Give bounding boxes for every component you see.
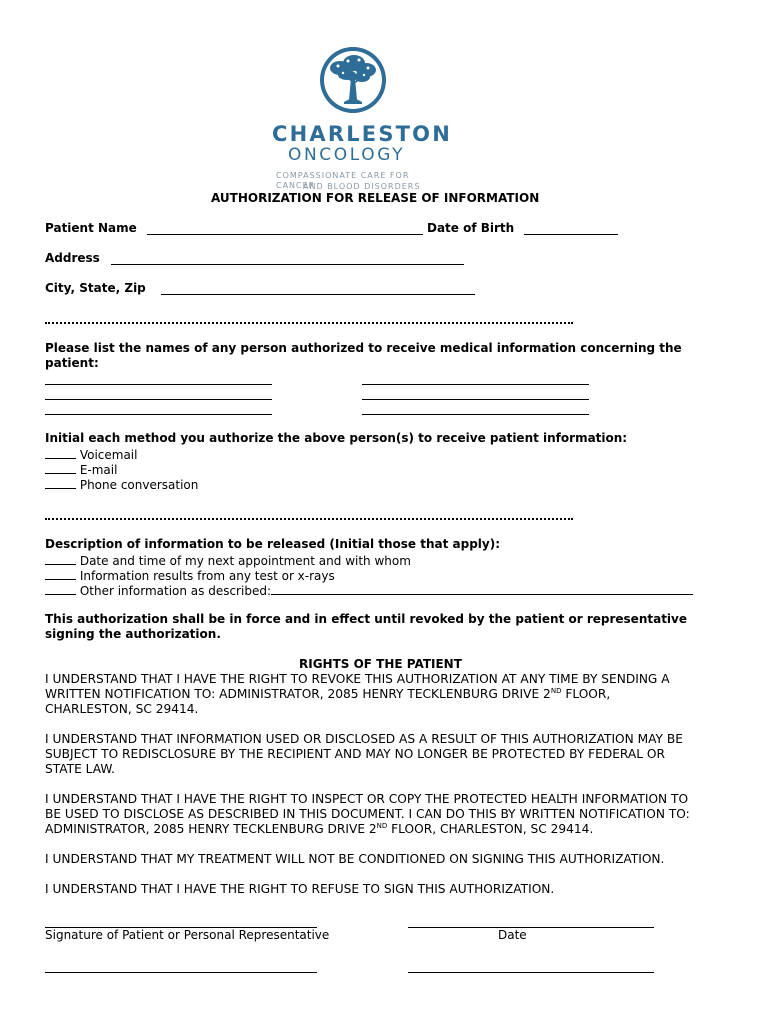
authorized-persons-heading-2: patient: bbox=[45, 356, 99, 370]
rights-paragraph: BE USED TO DISCLOSE AS DESCRIBED IN THIS DOCUMENT. I CAN DO THIS BY WRITTEN NOTIFICATION TO: bbox=[45, 807, 690, 821]
witness-signature-field[interactable] bbox=[45, 972, 317, 973]
authorized-persons-heading: Please list the names of any person authorized to receive medical information concerning the bbox=[45, 341, 682, 355]
authorized-person-field[interactable] bbox=[45, 386, 272, 400]
authorized-person-field[interactable] bbox=[45, 371, 272, 385]
method-phone[interactable] bbox=[45, 476, 198, 493]
rights-text: FLOOR, bbox=[561, 687, 611, 701]
rights-paragraph: I UNDERSTAND THAT I HAVE THE RIGHT TO REFUSE TO SIGN THIS AUTHORIZATION. bbox=[45, 882, 555, 896]
rights-paragraph: I UNDERSTAND THAT I HAVE THE RIGHT TO REVOKE THIS AUTHORIZATION AT ANY TIME BY SENDING A bbox=[45, 672, 670, 686]
authorized-person-field[interactable] bbox=[362, 386, 589, 400]
authorized-person-field[interactable] bbox=[45, 401, 272, 415]
address-field[interactable] bbox=[111, 251, 464, 265]
date-field[interactable] bbox=[408, 927, 654, 928]
method-label: E-mail bbox=[79, 463, 118, 477]
dob-field[interactable] bbox=[524, 221, 618, 235]
description-option-other[interactable] bbox=[45, 582, 693, 599]
date-label: Date bbox=[498, 928, 527, 942]
brand-tagline-1: COMPASSIONATE CARE FOR CANCER bbox=[276, 171, 410, 190]
methods-heading: Initial each method you authorize the above person(s) to receive patient information: bbox=[45, 431, 628, 445]
rights-paragraph: I UNDERSTAND THAT MY TREATMENT WILL NOT BE CONDITIONED ON SIGNING THIS AUTHORIZATION. bbox=[45, 852, 665, 866]
rights-paragraph bbox=[45, 687, 610, 702]
initial-blank[interactable] bbox=[45, 567, 76, 580]
patient-name-field[interactable] bbox=[147, 221, 423, 235]
rights-paragraph bbox=[45, 822, 593, 837]
authorization-note-2: signing the authorization. bbox=[45, 627, 221, 641]
witness-date-field[interactable] bbox=[408, 972, 654, 973]
patient-name-label: Patient Name bbox=[45, 221, 137, 235]
form-title: AUTHORIZATION FOR RELEASE OF INFORMATION bbox=[211, 191, 540, 205]
ordinal-suffix: ND bbox=[376, 821, 388, 830]
divider bbox=[45, 322, 573, 324]
brand-name-oncology: ONCOLOGY bbox=[288, 145, 406, 165]
rights-title: RIGHTS OF THE PATIENT bbox=[299, 657, 462, 671]
tree-logo-icon bbox=[318, 44, 388, 116]
rights-paragraph: I UNDERSTAND THAT INFORMATION USED OR DISCLOSED AS A RESULT OF THIS AUTHORIZATION MAY BE bbox=[45, 732, 683, 746]
description-label: Other information as described: bbox=[79, 584, 271, 598]
rights-text: ADMINISTRATOR, 2085 HENRY TECKLENBURG DRIVE 2 bbox=[45, 822, 377, 836]
initial-blank[interactable] bbox=[45, 476, 76, 489]
authorization-note: This authorization shall be in force and in effect until revoked by the patient or representative bbox=[45, 612, 688, 626]
initial-blank[interactable] bbox=[45, 461, 76, 474]
authorized-person-field[interactable] bbox=[362, 401, 589, 415]
city-state-zip-label: City, State, Zip bbox=[45, 281, 146, 295]
rights-paragraph: SUBJECT TO REDISCLOSURE BY THE RECIPIENT AND MAY NO LONGER BE PROTECTED BY FEDERAL OR bbox=[45, 747, 665, 761]
method-label: Phone conversation bbox=[79, 478, 199, 492]
rights-text: FLOOR, CHARLESTON, SC 29414. bbox=[387, 822, 594, 836]
dob-label: Date of Birth bbox=[427, 221, 515, 235]
divider bbox=[45, 518, 573, 520]
address-label: Address bbox=[45, 251, 100, 265]
city-state-zip-field[interactable] bbox=[161, 281, 475, 295]
rights-paragraph: I UNDERSTAND THAT I HAVE THE RIGHT TO INSPECT OR COPY THE PROTECTED HEALTH INFORMATION TO bbox=[45, 792, 689, 806]
ordinal-suffix: ND bbox=[550, 686, 562, 695]
brand-tagline-2: AND BLOOD DISORDERS bbox=[303, 182, 421, 191]
other-information-field[interactable] bbox=[271, 582, 693, 595]
logo bbox=[0, 44, 770, 194]
authorized-person-field[interactable] bbox=[362, 371, 589, 385]
signature-label: Signature of Patient or Personal Representative bbox=[45, 928, 330, 942]
method-label: Voicemail bbox=[79, 448, 138, 462]
initial-blank[interactable] bbox=[45, 582, 76, 595]
rights-paragraph: STATE LAW. bbox=[45, 762, 115, 776]
rights-paragraph: CHARLESTON, SC 29414. bbox=[45, 702, 199, 716]
rights-text: WRITTEN NOTIFICATION TO: ADMINISTRATOR, 2085 HENRY TECKLENBURG DRIVE 2 bbox=[45, 687, 551, 701]
initial-blank[interactable] bbox=[45, 552, 76, 565]
description-label: Date and time of my next appointment and with whom bbox=[79, 554, 411, 568]
initial-blank[interactable] bbox=[45, 446, 76, 459]
description-label: Information results from any test or x-rays bbox=[79, 569, 335, 583]
brand-name-charleston: CHARLESTON bbox=[272, 122, 453, 146]
description-heading: Description of information to be released (Initial those that apply): bbox=[45, 537, 501, 551]
